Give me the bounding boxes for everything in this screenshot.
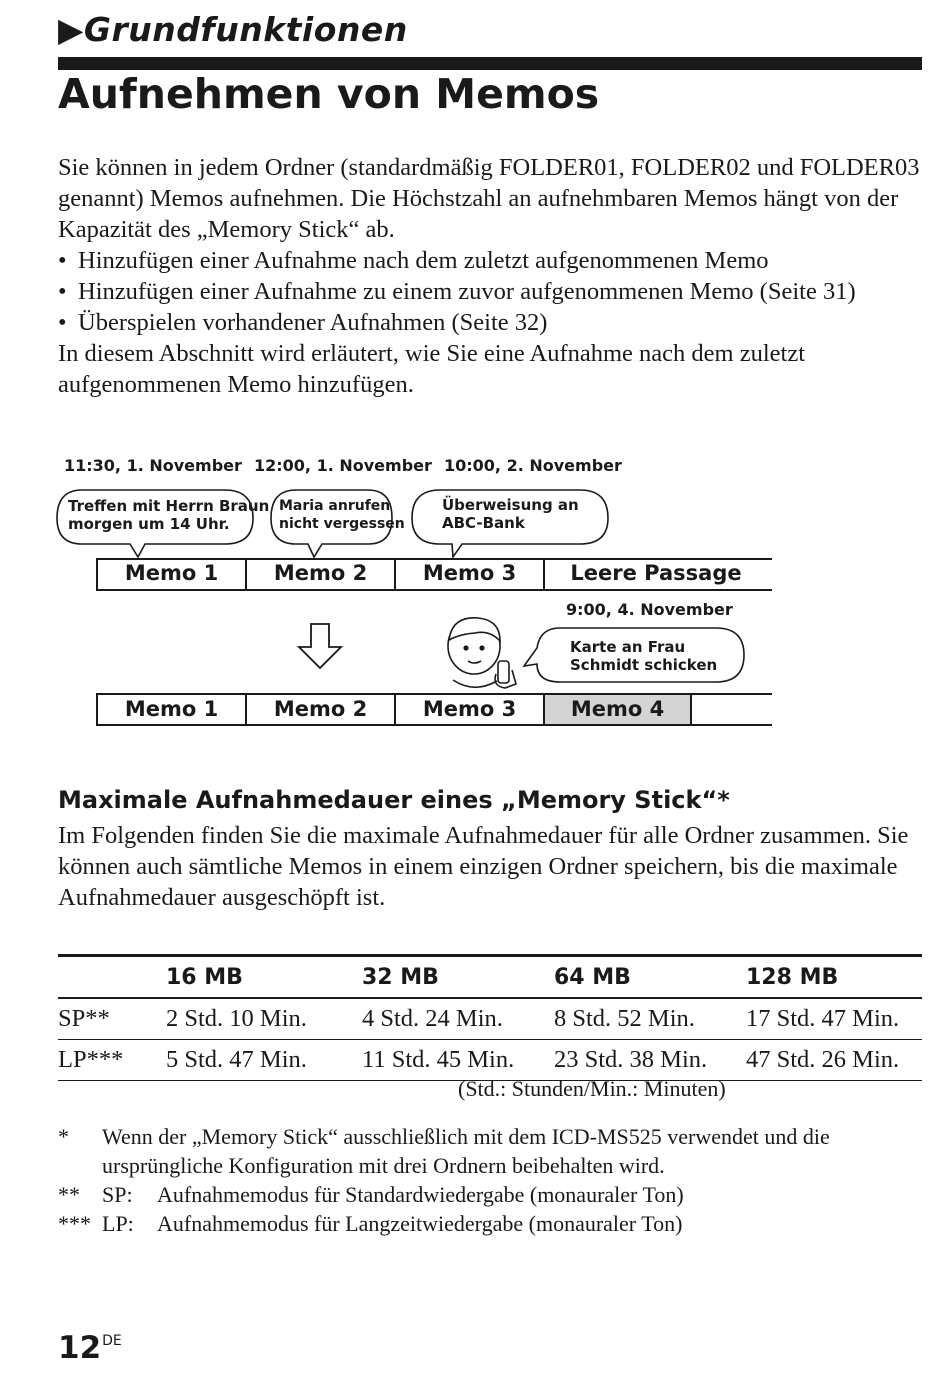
section-label: ▶Grundfunktionen	[58, 10, 408, 49]
bullet-icon: •	[58, 278, 67, 305]
bullet-icon: •	[58, 247, 67, 274]
table-cell: 23 Std. 38 Min.	[554, 1046, 708, 1073]
page-title: Aufnehmen von Memos	[58, 70, 600, 118]
footnote-text: Aufnahmemodus für Langzeitwiedergabe (monauraler Ton)	[157, 1211, 683, 1236]
footnote-mark: *	[58, 1124, 69, 1149]
empty-passage-cell: Leere Passage	[570, 561, 742, 585]
footnote-text: Wenn der „Memory Stick“ ausschließlich mit dem ICD-MS525 verwendet und die ursprüngliche Konfiguration mit drei Ordnern beibehalten wird.	[102, 1124, 830, 1178]
table-cell: 5 Std. 47 Min.	[166, 1046, 307, 1073]
memo-cell: Memo 3	[422, 697, 517, 721]
person-speaking-icon	[448, 618, 516, 688]
table-cell: 47 Std. 26 Min.	[746, 1046, 900, 1073]
memo-diagram	[0, 448, 950, 748]
footnotes	[58, 1122, 918, 1238]
page-number-value: 12	[58, 1330, 102, 1366]
footnote	[58, 1209, 918, 1238]
memo-cell: Memo 2	[273, 697, 368, 721]
table-row	[58, 998, 922, 1040]
list-item	[58, 245, 938, 276]
list-item	[58, 307, 938, 338]
table-header-cell	[58, 956, 166, 999]
new-memo-cell: Memo 4	[570, 697, 665, 721]
header-rule	[58, 57, 922, 70]
table-cell: 4 Std. 24 Min.	[362, 1005, 503, 1032]
table-cell: SP**	[58, 1005, 110, 1032]
timestamp: 10:00, 2. November	[444, 456, 622, 475]
table-header-cell: 32 MB	[362, 964, 439, 990]
section-heading: Maximale Aufnahmedauer eines „Memory Stick“*	[58, 786, 730, 814]
list-item	[58, 276, 938, 307]
bubble-text: Treffen mit Herrn Braun morgen um 14 Uhr.	[68, 497, 270, 533]
memo-cell: Memo 2	[273, 561, 368, 585]
table-cell: LP***	[58, 1046, 124, 1073]
table-cell: 8 Std. 52 Min.	[554, 1005, 695, 1032]
table-cell: 2 Std. 10 Min.	[166, 1005, 307, 1032]
footnote-abbr: LP:	[102, 1211, 134, 1236]
bubble-text: Maria anrufen nicht vergessen	[279, 498, 405, 532]
unit-note: (Std.: Stunden/Min.: Minuten)	[458, 1076, 726, 1101]
footnote	[58, 1180, 918, 1209]
table-header-cell: 64 MB	[554, 964, 631, 990]
bullet-text: Hinzufügen einer Aufnahme nach dem zuletzt aufgenommenen Memo	[78, 247, 769, 274]
table-header-row	[58, 956, 922, 999]
table-header-cell: 128 MB	[746, 964, 839, 990]
bullet-icon: •	[58, 309, 67, 336]
intro-paragraph: Sie können in jedem Ordner (standardmäßig FOLDER01, FOLDER02 und FOLDER03 genannt) Memos aufnehmen. Die Höchstzahl an aufnehmbaren Memos hängt von der Kapazität des „Memory Stick“ ab.	[58, 154, 920, 243]
footnote	[58, 1122, 918, 1180]
memo-cell: Memo 1	[124, 697, 219, 721]
down-arrow-icon	[299, 624, 341, 668]
table-cell: 17 Std. 47 Min.	[746, 1005, 900, 1032]
intro-closing: In diesem Abschnitt wird erläutert, wie Sie eine Aufnahme nach dem zuletzt aufgenommenen Memo hinzufügen.	[58, 340, 806, 398]
table-cell: 11 Std. 45 Min.	[362, 1046, 515, 1073]
bullet-text: Überspielen vorhandener Aufnahmen (Seite 32)	[78, 309, 548, 336]
footnote-abbr: SP:	[102, 1182, 133, 1207]
intro-section	[58, 152, 938, 400]
footnote-mark: **	[58, 1182, 80, 1207]
memo-cell: Memo 1	[124, 561, 219, 585]
page-number	[58, 1330, 122, 1366]
timestamp: 12:00, 1. November	[254, 456, 432, 475]
bullet-text: Hinzufügen einer Aufnahme zu einem zuvor aufgenommenen Memo (Seite 31)	[78, 278, 856, 305]
table-row	[58, 1040, 922, 1081]
timestamp: 9:00, 4. November	[566, 600, 733, 619]
recording-time-table	[58, 954, 922, 1081]
page-number-suffix: DE	[102, 1333, 122, 1349]
bubble-text: Karte an Frau Schmidt schicken	[570, 638, 718, 674]
footnote-mark: ***	[58, 1211, 91, 1236]
section-text: Im Folgenden finden Sie die maximale Aufnahmedauer für alle Ordner zusammen. Sie können auch sämtliche Memos in einem einzigen Ordner speichern, bis die maximale Aufnahmedauer ausgeschöpft ist.	[58, 822, 909, 911]
bubble-text: Überweisung an ABC-Bank	[442, 496, 579, 532]
footnote-text: Aufnahmemodus für Standardwiedergabe (monauraler Ton)	[157, 1182, 684, 1207]
memo-cell: Memo 3	[422, 561, 517, 585]
table-header-cell: 16 MB	[166, 964, 243, 990]
timestamp: 11:30, 1. November	[64, 456, 242, 475]
